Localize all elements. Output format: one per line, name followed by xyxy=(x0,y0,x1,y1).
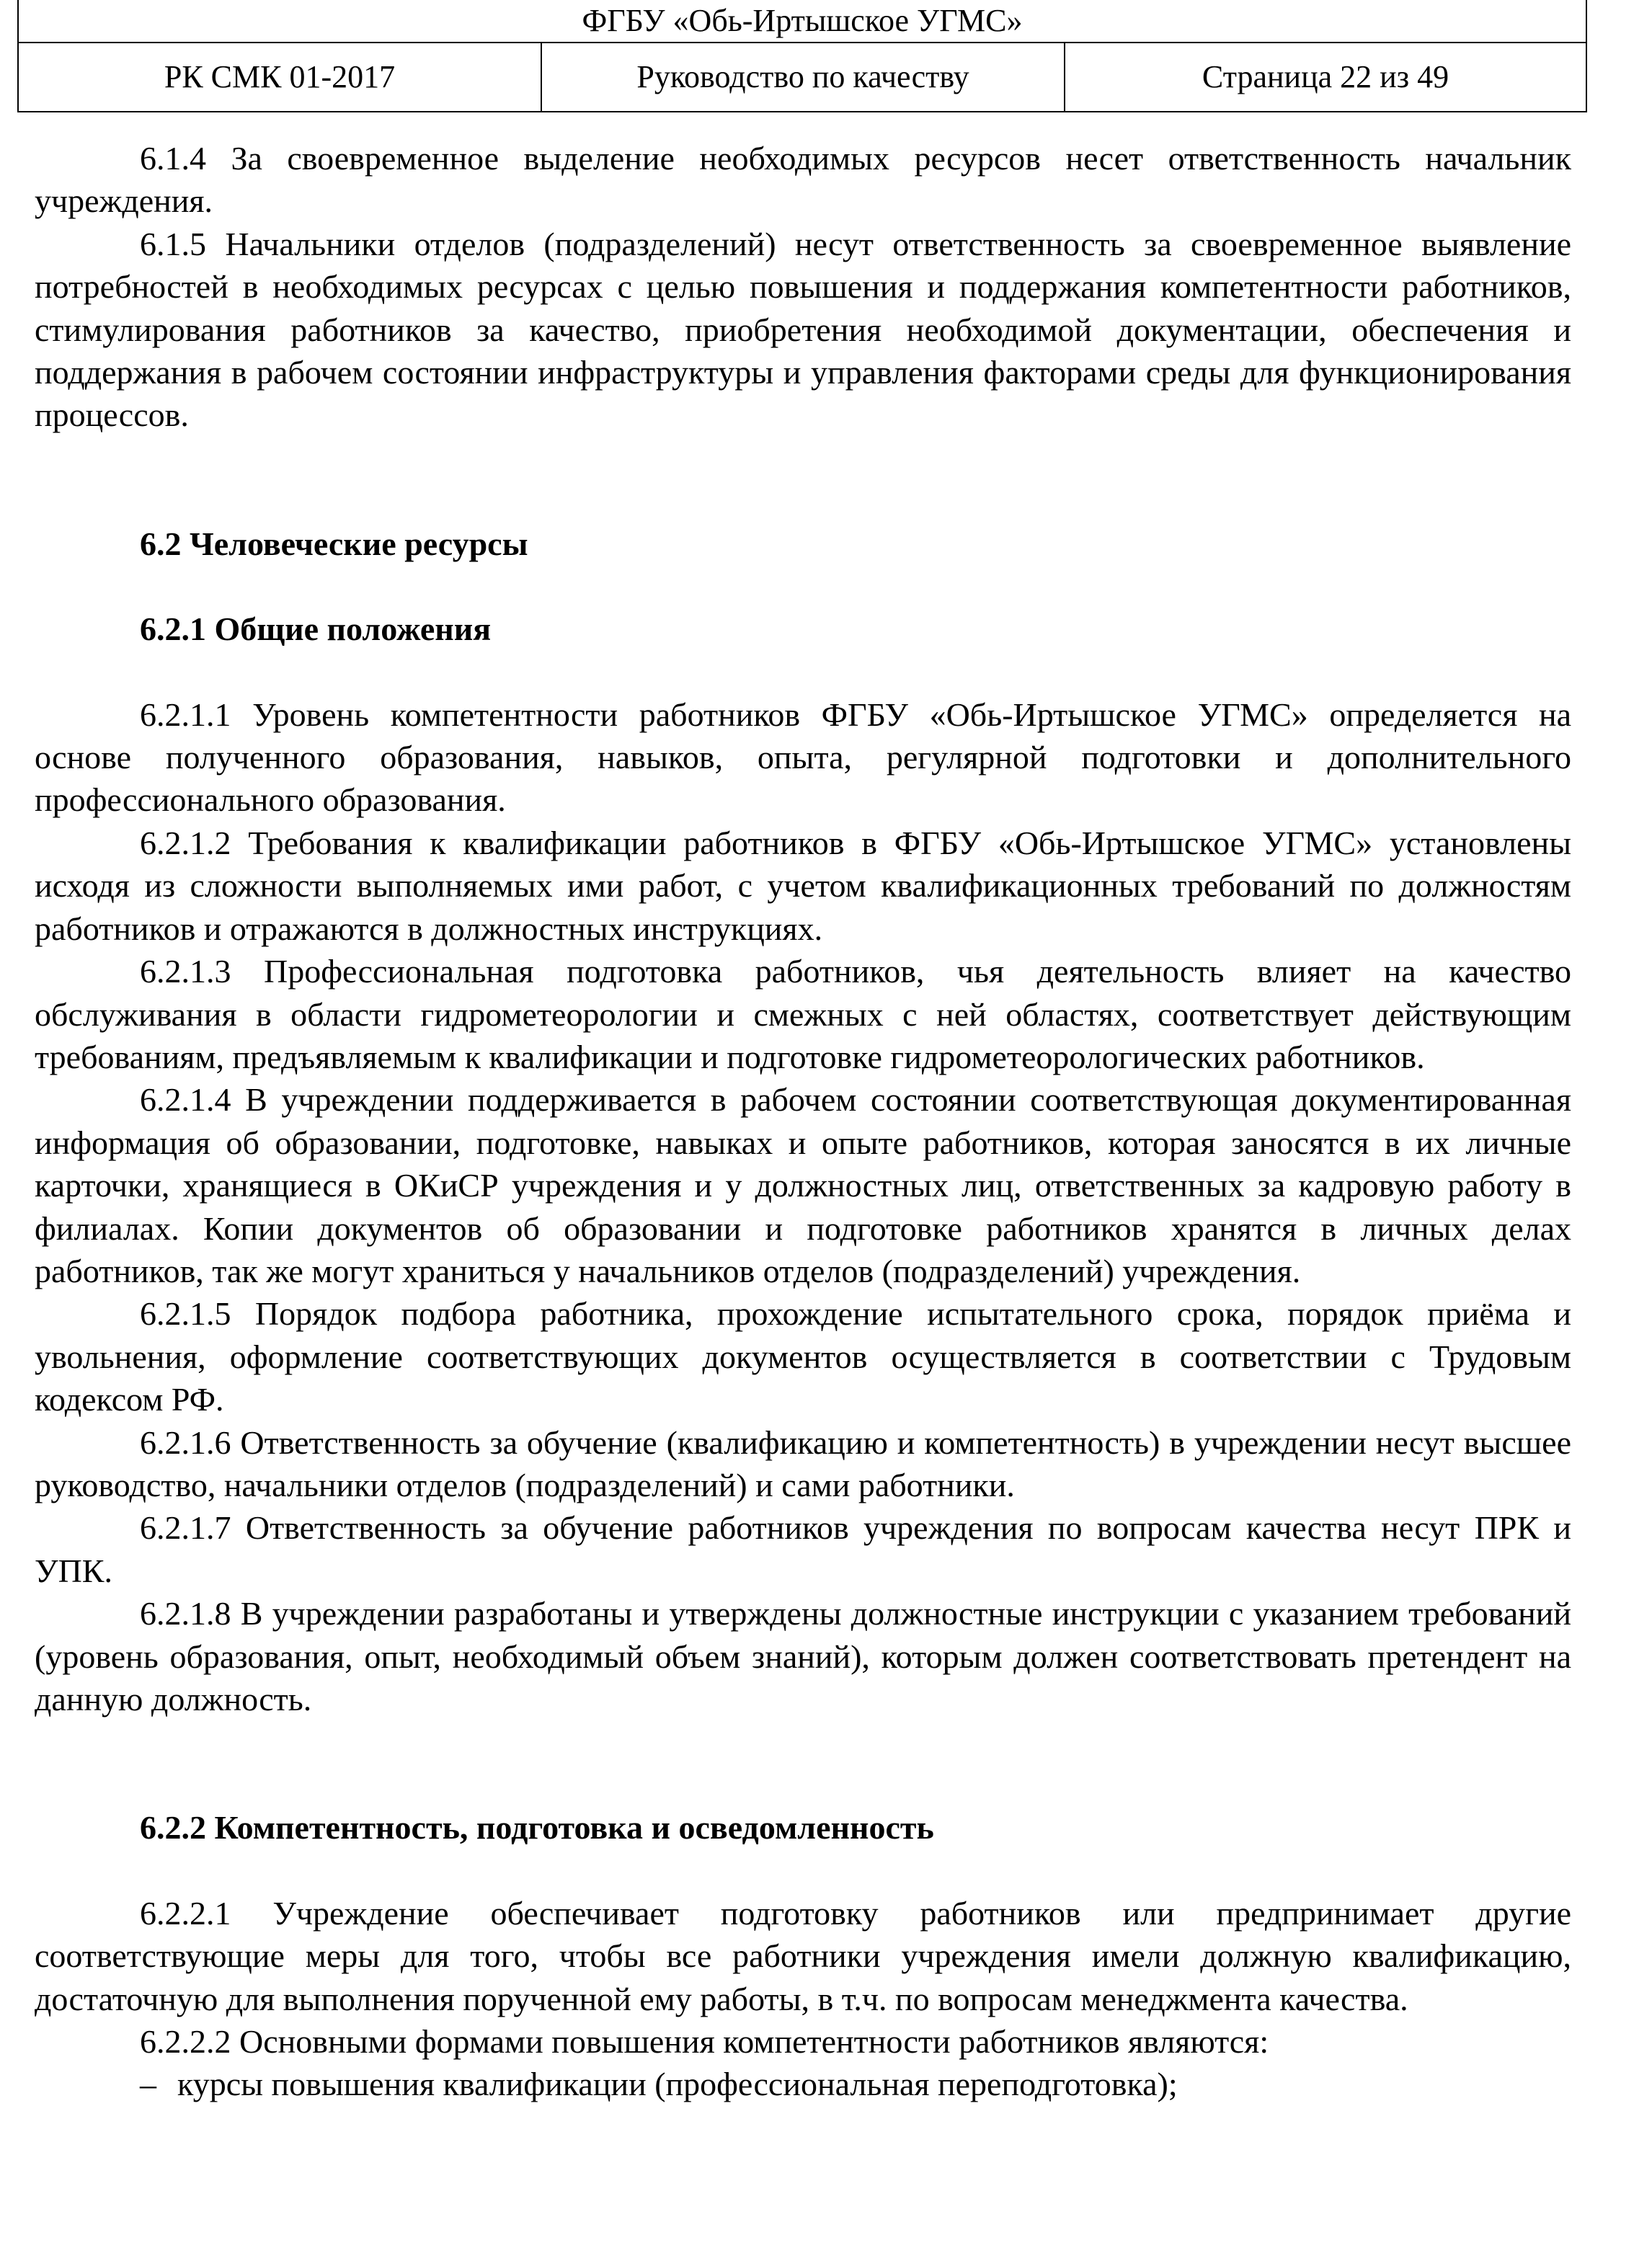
paragraph-number: 6.2.1.1 xyxy=(140,696,231,733)
paragraph-text: Основными формами повышения компетентности работников являются: xyxy=(239,2023,1269,2061)
paragraph-text: Порядок подбора работника, прохождение испытательного срока, порядок приёма и увольнения, оформление соответствующих документов осуществляется в соответствии с Трудовым кодексом РФ. xyxy=(35,1295,1571,1418)
paragraph-text: Уровень компетентности работников ФГБУ «Обь-Иртышское УГМС» определяется на основе полученного образования, навыков, опыта, регулярной подготовки и дополнительного профессионального образования. xyxy=(35,696,1572,819)
paragraph-number: 6.2.1.4 xyxy=(140,1081,231,1119)
list-item xyxy=(35,2063,1571,2105)
paragraph-number: 6.2.2.1 xyxy=(140,1894,231,1932)
list-dash: – xyxy=(140,2066,156,2103)
paragraph-6-2-2-1 xyxy=(35,1892,1571,2020)
paragraph-number: 6.2.1.2 xyxy=(140,824,231,861)
paragraph-6-2-1-8 xyxy=(35,1592,1571,1720)
document-body xyxy=(35,137,1571,2106)
paragraph-6-1-5 xyxy=(35,223,1571,437)
paragraph-text: В учреждении разработаны и утверждены должностные инструкции с указанием требований (уровень образования, опыт, необходимый объем знаний), которым должен соответствовать претендент на данную должность. xyxy=(35,1595,1571,1717)
paragraph-number: 6.1.4 xyxy=(140,140,206,177)
document-header xyxy=(17,0,1587,112)
header-organization: ФГБУ «Обь-Иртышское УГМС» xyxy=(18,0,1586,43)
paragraph-number: 6.2.2.2 xyxy=(140,2023,231,2061)
paragraph-6-2-1-3 xyxy=(35,950,1571,1078)
paragraph-number: 6.2.1.8 xyxy=(140,1595,231,1632)
paragraph-text: За своевременное выделение необходимых ресурсов несет ответственность начальник учреждения. xyxy=(35,140,1571,220)
paragraph-6-2-1-1 xyxy=(35,693,1571,822)
paragraph-6-2-1-5 xyxy=(35,1292,1571,1421)
paragraph-6-2-2-2 xyxy=(35,2020,1571,2063)
header-document-code: РК СМК 01-2017 xyxy=(18,43,541,112)
header-document-title: Руководство по качеству xyxy=(541,43,1065,112)
section-heading-6-2: 6.2 Человеческие ресурсы xyxy=(140,525,528,562)
paragraph-6-2-1-4 xyxy=(35,1078,1571,1292)
paragraph-number: 6.2.1.3 xyxy=(140,953,231,990)
paragraph-text: Ответственность за обучение (квалификацию и компетентность) в учреждении несут высшее руководство, начальники отделов (подразделений) и сами работники. xyxy=(35,1423,1571,1503)
section-heading-6-2-2: 6.2.2 Компетентность, подготовка и осведомленность xyxy=(140,1809,934,1847)
paragraph-number: 6.2.1.5 xyxy=(140,1295,231,1333)
section-heading-6-2-1: 6.2.1 Общие положения xyxy=(140,610,492,648)
paragraph-text: Требования к квалификации работников в ФГБУ «Обь-Иртышское УГМС» установлены исходя из сложности выполняемых ими работ, с учетом квалификационных требований по должностям работников и отражаются в должностных инструкциях. xyxy=(35,824,1572,947)
paragraph-number: 6.2.1.6 xyxy=(140,1423,231,1461)
paragraph-text: Начальники отделов (подразделений) несут ответственность за своевременное выявление потребностей в необходимых ресурсах с целью повышения и поддержания компетентности работников, стимулирования работников за качество, приобретения необходимой документации, обеспечения и поддержания в рабочем состоянии инфраструктуры и управления факторами среды для функционирования процессов. xyxy=(35,225,1572,434)
list-item-text: курсы повышения квалификации (профессиональная переподготовка); xyxy=(177,2066,1178,2103)
paragraph-text: В учреждении поддерживается в рабочем состоянии соответствующая документированная информация об образовании, подготовке, навыках и опыте работников, которая заносятся в их личные карточки, хранящиеся в ОКиСР учреждения и у должностных лиц, ответственных за кадровую работу в филиалах. Копии документов об образовании и подготовке работников хранятся в личных делах работников, так же могут храниться у начальников отделов (подразделений) учреждения. xyxy=(35,1081,1572,1289)
paragraph-6-2-1-2 xyxy=(35,822,1571,950)
paragraph-6-2-1-6 xyxy=(35,1421,1571,1507)
paragraph-text: Ответственность за обучение работников учреждения по вопросам качества несут ПРК и УПК. xyxy=(35,1509,1572,1589)
paragraph-number: 6.2.1.7 xyxy=(140,1509,231,1547)
paragraph-6-2-1-7 xyxy=(35,1506,1571,1592)
paragraph-6-1-4 xyxy=(35,137,1571,223)
paragraph-number: 6.1.5 xyxy=(140,225,206,262)
header-page-info: Страница 22 из 49 xyxy=(1065,43,1586,112)
paragraph-text: Учреждение обеспечивает подготовку работников или предпринимает другие соответствующие меры для того, чтобы все работники учреждения имели должную квалификацию, достаточную для выполнения порученной ему работы, в т.ч. по вопросам менеджмента качества. xyxy=(35,1894,1572,2017)
paragraph-text: Профессиональная подготовка работников, чья деятельность влияет на качество обслуживания в области гидрометеорологии и смежных с ней областях, соответствует действующим требованиям, предъявляемым к квалификации и подготовке гидрометеорологических работников. xyxy=(35,953,1572,1075)
